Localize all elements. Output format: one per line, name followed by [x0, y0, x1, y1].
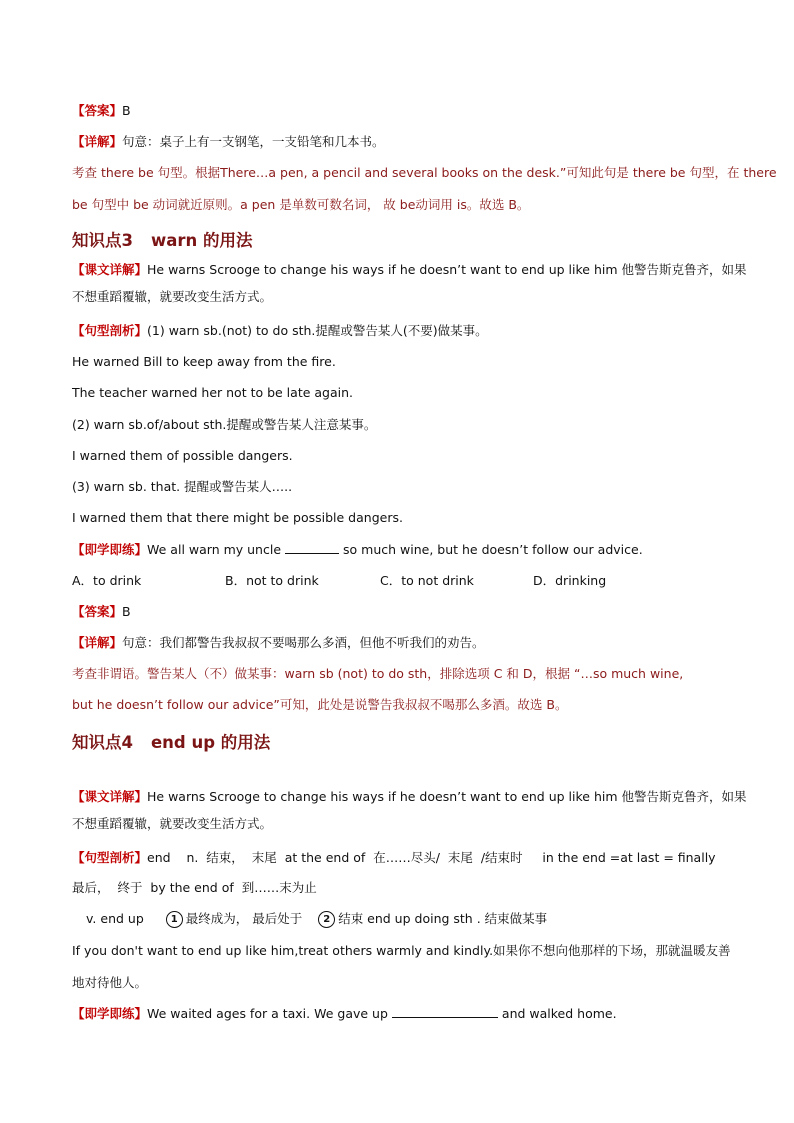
example-sentence: The teacher warned her not to be late again.	[72, 385, 354, 400]
example-sentence: I warned them of possible dangers.	[72, 448, 293, 463]
pattern-text-cont: 最后， 终于 by the end of 到……末为止	[72, 880, 317, 895]
pattern-text: (1) warn sb.(not) to do sth.提醒或警告某人(不要)做某事。	[147, 323, 488, 338]
section-title: warn 的用法	[150, 231, 253, 250]
option-d: D．drinking	[533, 573, 607, 588]
lesson-tag: 【课文详解】	[72, 789, 148, 804]
analysis-line-2: but he doesn’t follow our advice”可知，此处是说警告我叔叔不喝那么多酒。故选 B。	[72, 697, 568, 712]
lesson-text: He warns Scrooge to change his ways if he doesn’t want to end up like him 他警告斯克鲁齐，如果	[147, 789, 747, 804]
section-number: 知识点3	[72, 231, 133, 250]
example-sentence: I warned them that there might be possible dangers.	[72, 510, 403, 525]
circled-number-1: 1	[166, 911, 183, 928]
verb-label: v. end up	[86, 911, 144, 926]
practice-tag: 【即学即练】	[72, 542, 148, 557]
pattern-tag: 【句型剖析】	[72, 323, 148, 338]
section-title: end up 的用法	[150, 733, 271, 752]
lesson-text: He warns Scrooge to change his ways if he doesn’t want to end up like him 他警告斯克鲁齐，如果	[147, 262, 747, 277]
example-sentence: He warned Bill to keep away from the fire.	[72, 354, 336, 369]
answer-blank	[285, 541, 339, 554]
pattern-text: end n. 结束， 末尾 at the end of 在……尽头/ 末尾 /结束时 in the end =at last = finally	[147, 850, 716, 865]
lesson-line	[72, 789, 747, 805]
practice-after: and walked home.	[501, 1006, 617, 1021]
practice-line	[72, 1005, 617, 1022]
section-heading	[72, 231, 253, 251]
pattern-text: (2) warn sb.of/about sth.提醒或警告某人注意某事。	[72, 417, 377, 432]
practice-tag: 【即学即练】	[72, 1006, 148, 1021]
pattern-text: (3) warn sb. that. 提醒或警告某人…..	[72, 479, 293, 494]
detail-tag: 【详解】	[72, 134, 123, 149]
practice-after: so much wine, but he doesn’t follow our advice.	[343, 542, 643, 557]
verb-usage-line	[86, 911, 547, 928]
section-number: 知识点4	[72, 733, 133, 752]
answer-blank	[392, 1005, 498, 1018]
detail-tag: 【详解】	[72, 635, 123, 650]
option-b: B．not to drink	[225, 573, 319, 588]
options-row	[72, 573, 606, 589]
detail-text: 句意：桌子上有一支钢笔，一支铅笔和几本书。	[122, 134, 385, 149]
practice-line	[72, 541, 643, 558]
option-c: C．to not drink	[380, 573, 474, 588]
detail-text: 句意：我们都警告我叔叔不要喝那么多酒，但他不听我们的劝告。	[122, 635, 485, 650]
lesson-tag: 【课文详解】	[72, 262, 148, 277]
pattern-line	[72, 323, 488, 339]
answer-line	[72, 604, 131, 620]
example-sentence-cont: 地对待他人。	[72, 975, 148, 990]
answer-value: B	[122, 604, 131, 619]
analysis-line-1: 考查 there be 句型。根据There…a pen, a pencil and several books on the desk.”可知此句是 there be 句型，在 there	[72, 165, 777, 180]
answer-tag: 【答案】	[72, 604, 123, 619]
answer-value: B	[122, 103, 131, 118]
lesson-text-cont: 不想重蹈覆辙，就要改变生活方式。	[72, 816, 273, 831]
detail-line	[72, 635, 485, 651]
circled-number-2: 2	[318, 911, 335, 928]
section-heading	[72, 733, 270, 753]
analysis-line-1: 考查非谓语。警告某人（不）做某事：warn sb (not) to do sth，排除选项 C 和 D，根据 “…so much wine,	[72, 666, 684, 681]
lesson-line	[72, 262, 747, 278]
pattern-tag: 【句型剖析】	[72, 850, 148, 865]
option-a: A．to drink	[72, 573, 142, 588]
verb-meaning-1: 最终成为， 最后处于	[185, 911, 303, 926]
example-sentence: If you don't want to end up like him,treat others warmly and kindly.如果你不想向他那样的下场，那就温暖友善	[72, 943, 731, 958]
pattern-line	[72, 850, 716, 866]
lesson-text-cont: 不想重蹈覆辙，就要改变生活方式。	[72, 289, 273, 304]
practice-before: We waited ages for a taxi. We gave up	[147, 1006, 388, 1021]
practice-before: We all warn my uncle	[147, 542, 282, 557]
detail-line	[72, 134, 385, 150]
analysis-line-2: be 句型中 be 动词就近原则。a pen 是单数可数名词， 故 be动词用 is。故选 B。	[72, 197, 530, 212]
verb-meaning-2: 结束 end up doing sth . 结束做某事	[338, 911, 548, 926]
answer-tag: 【答案】	[72, 103, 123, 118]
answer-line	[72, 103, 131, 119]
